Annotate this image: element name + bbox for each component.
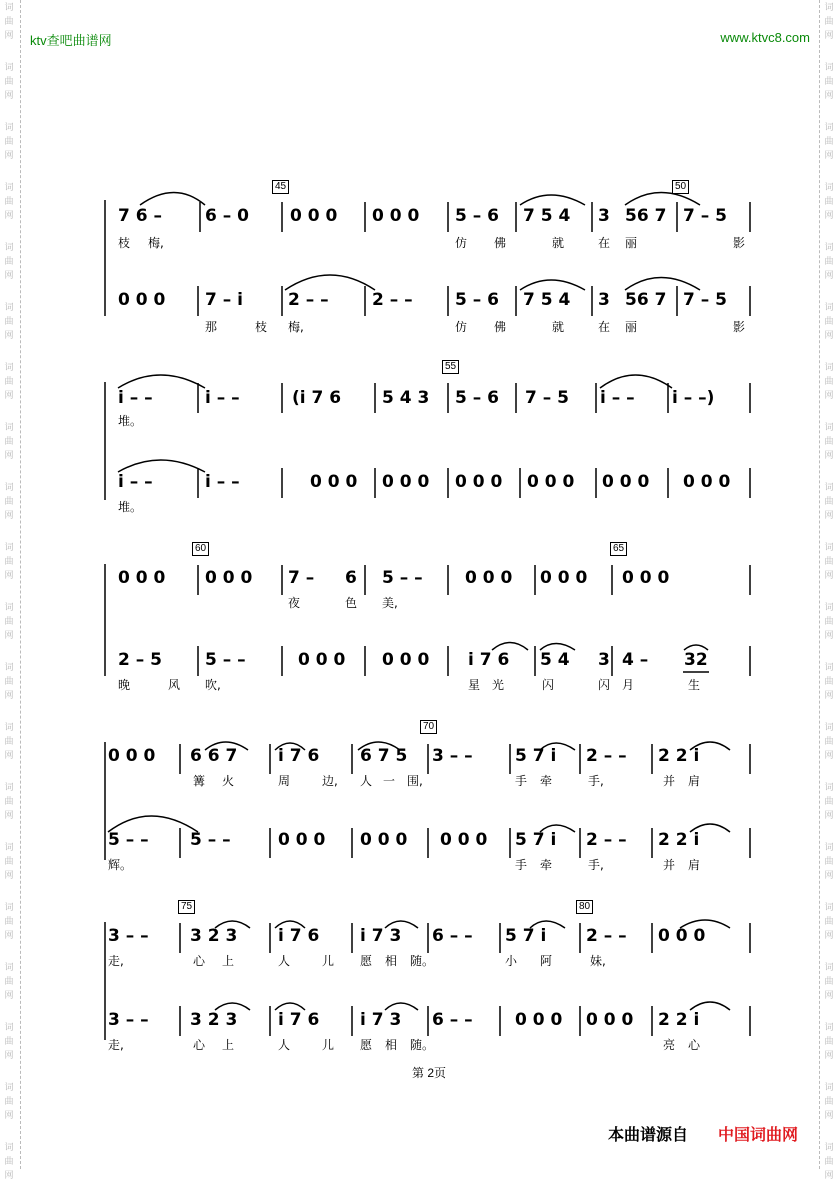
lyric: 影	[733, 236, 746, 250]
note-group: i 7 3	[360, 1010, 402, 1030]
watermark-glyph: 词	[824, 1023, 834, 1033]
lyric: 妹,	[590, 954, 606, 968]
watermark-glyph: 词	[4, 243, 14, 253]
lyric: 并	[663, 858, 676, 872]
watermark-glyph: 网	[4, 1111, 14, 1121]
note-group: 4 –	[622, 650, 649, 670]
lyric: 佛	[494, 236, 507, 250]
note-group: 5 – 6	[455, 290, 499, 310]
note-group: 0 0 0	[455, 472, 503, 492]
lyric: 牵	[540, 774, 553, 788]
note-group: 2 – –	[586, 830, 627, 850]
footer-source-label: 本曲谱源自	[608, 1127, 689, 1144]
lyric: 儿	[322, 954, 335, 968]
watermark-glyph: 曲	[4, 977, 14, 987]
note-group: 6 – –	[432, 926, 473, 946]
watermark-glyph: 网	[824, 1051, 834, 1061]
note-group: 0 0 0	[683, 472, 731, 492]
watermark-glyph: 词	[4, 1023, 14, 1033]
watermark-glyph: 曲	[824, 737, 834, 747]
note-group: 5 7 i	[515, 746, 557, 766]
watermark-glyph: 词	[4, 843, 14, 853]
watermark-glyph: 曲	[824, 377, 834, 387]
note-group: i – –	[118, 388, 153, 408]
lyric: 光	[492, 678, 505, 692]
watermark-glyph: 曲	[824, 557, 834, 567]
measure-number: 60	[192, 542, 209, 556]
lyric: 就	[552, 236, 565, 250]
watermark-glyph: 词	[824, 903, 834, 913]
watermark-glyph: 词	[824, 723, 834, 733]
measure-number: 55	[442, 360, 459, 374]
note-group: 0 0 0	[658, 926, 706, 946]
note-group: 5 7 i	[515, 830, 557, 850]
note-group: 0 0 0	[118, 568, 166, 588]
watermark-glyph: 曲	[4, 17, 14, 27]
note-group: 0 0 0	[118, 290, 166, 310]
note-group: 6 7 5	[360, 746, 408, 766]
watermark-glyph: 词	[824, 963, 834, 973]
lyric: 上	[222, 1038, 235, 1052]
watermark-glyph: 曲	[4, 437, 14, 447]
watermark-glyph: 网	[824, 211, 834, 221]
watermark-glyph: 曲	[4, 737, 14, 747]
note-group: 0 0 0	[527, 472, 575, 492]
watermark-glyph: 曲	[4, 1037, 14, 1047]
watermark-glyph: 曲	[4, 77, 14, 87]
watermark-glyph: 曲	[4, 257, 14, 267]
lyric: 阿	[540, 954, 553, 968]
watermark-glyph: 曲	[4, 497, 14, 507]
watermark-glyph: 词	[4, 3, 14, 13]
lyric: 人	[278, 1038, 291, 1052]
watermark-glyph: 网	[824, 271, 834, 281]
lyric: 随。	[410, 954, 435, 968]
lyric: 小	[505, 954, 518, 968]
site-url-right: www.ktvc8.com	[720, 30, 810, 45]
note-group: 2 – 5	[118, 650, 162, 670]
watermark-glyph: 曲	[824, 137, 834, 147]
note-group: i 7 6	[468, 650, 510, 670]
note-group: 2 – –	[586, 926, 627, 946]
measure-number: 50	[672, 180, 689, 194]
lyric: 手	[515, 858, 528, 872]
watermark-glyph: 曲	[824, 1157, 834, 1167]
watermark-glyph: 网	[4, 151, 14, 161]
note-group: 56 7	[625, 290, 667, 310]
note-group: 2 2 i	[658, 746, 700, 766]
watermark-glyph: 词	[4, 663, 14, 673]
note-group: 0 0 0	[298, 650, 346, 670]
note-group: 7 6 –	[118, 206, 162, 226]
lyric: 手,	[588, 774, 604, 788]
lyric: 亮	[663, 1038, 676, 1052]
watermark-glyph: 网	[824, 1111, 834, 1121]
lyric: 儿	[322, 1038, 335, 1052]
lyric: 相	[385, 954, 398, 968]
watermark-glyph: 曲	[824, 677, 834, 687]
lyric: 肩	[688, 774, 701, 788]
lyric: 堆。	[118, 414, 143, 428]
lyric: 仿	[455, 320, 468, 334]
lyric: 上	[222, 954, 235, 968]
note-group: 5 4	[540, 650, 570, 670]
lyric: 影	[733, 320, 746, 334]
note-group: 3	[598, 650, 610, 670]
watermark-glyph: 词	[824, 1083, 834, 1093]
note-group: 5 – 6	[455, 206, 499, 226]
lyric: 堆。	[118, 500, 143, 514]
note-group: 3 2 3	[190, 1010, 238, 1030]
watermark-glyph: 曲	[4, 677, 14, 687]
note-group: 0 0 0	[440, 830, 488, 850]
lyric: 走,	[108, 954, 124, 968]
lyric: 星	[468, 678, 481, 692]
watermark-glyph: 词	[4, 1083, 14, 1093]
measure-number: 65	[610, 542, 627, 556]
watermark-glyph: 网	[4, 271, 14, 281]
watermark-glyph: 词	[4, 483, 14, 493]
watermark-glyph: 网	[4, 631, 14, 641]
watermark-glyph: 网	[4, 811, 14, 821]
lyric: 在	[598, 236, 611, 250]
note-group: i – –	[205, 388, 240, 408]
watermark-glyph: 网	[824, 151, 834, 161]
lyric: 风	[168, 678, 181, 692]
lyric: 手	[515, 774, 528, 788]
watermark-glyph: 曲	[824, 977, 834, 987]
site-title-left: ktv查吧曲谱网	[30, 33, 112, 48]
watermark-glyph: 词	[4, 363, 14, 373]
watermark-glyph: 词	[824, 423, 834, 433]
watermark-glyph: 网	[824, 511, 834, 521]
watermark-glyph: 词	[824, 183, 834, 193]
note-group: 0 0 0	[372, 206, 420, 226]
lyric: 辉。	[108, 858, 133, 872]
watermark-glyph: 曲	[4, 557, 14, 567]
page-number: 第 2页	[412, 1066, 447, 1080]
watermark-glyph: 网	[824, 391, 834, 401]
note-group: 7 – i	[205, 290, 243, 310]
note-group: 7 – 5	[683, 206, 727, 226]
watermark-glyph: 网	[824, 991, 834, 1001]
watermark-glyph: 词	[824, 303, 834, 313]
lyric: 肩	[688, 858, 701, 872]
note-group: i – –)	[672, 388, 715, 408]
watermark-glyph: 词	[4, 903, 14, 913]
watermark-glyph: 曲	[824, 317, 834, 327]
note-group: 2 – –	[586, 746, 627, 766]
watermark-glyph: 网	[4, 451, 14, 461]
watermark-glyph: 曲	[4, 797, 14, 807]
watermark-glyph: 曲	[4, 617, 14, 627]
lyric: 周	[278, 774, 291, 788]
lyric: 月	[622, 678, 635, 692]
watermark-glyph: 词	[4, 183, 14, 193]
watermark-glyph: 词	[824, 843, 834, 853]
lyric: 人	[360, 774, 373, 788]
watermark-glyph: 网	[824, 31, 834, 41]
note-group: 7 5 4	[523, 206, 571, 226]
note-group: i – –	[118, 472, 153, 492]
note-group: 0 0 0	[540, 568, 588, 588]
watermark-glyph: 曲	[4, 137, 14, 147]
note-group: 2 – –	[372, 290, 413, 310]
lyric: 边,	[322, 774, 338, 788]
watermark-glyph: 词	[4, 63, 14, 73]
lyric: 篝	[193, 774, 206, 788]
lyric: 火	[222, 774, 235, 788]
lyric: 梅,	[148, 236, 164, 250]
note-group: i 7 3	[360, 926, 402, 946]
lyric: 丽	[625, 320, 638, 334]
lyric: 在	[598, 320, 611, 334]
lyric: 闪	[542, 678, 555, 692]
note-group: 3	[598, 206, 610, 226]
watermark-glyph: 曲	[4, 1157, 14, 1167]
watermark-glyph: 词	[4, 423, 14, 433]
watermark-glyph: 曲	[824, 1097, 834, 1107]
note-group: (i 7 6	[292, 388, 342, 408]
note-group: 2 2 i	[658, 830, 700, 850]
watermark-glyph: 网	[4, 31, 14, 41]
lyric: 相	[385, 1038, 398, 1052]
watermark-glyph: 曲	[824, 197, 834, 207]
watermark-glyph: 词	[824, 1143, 834, 1153]
lyric: 生	[688, 678, 701, 692]
watermark-glyph: 网	[824, 871, 834, 881]
note-group: 5 4 3	[382, 388, 430, 408]
watermark-glyph: 曲	[824, 257, 834, 267]
note-group: 7 – 5	[525, 388, 569, 408]
note-group: 5 – –	[190, 830, 231, 850]
watermark-glyph: 网	[824, 931, 834, 941]
note-group: 2 2 i	[658, 1010, 700, 1030]
note-group: i 7 6	[278, 746, 320, 766]
watermark-glyph: 词	[4, 603, 14, 613]
watermark-glyph: 曲	[4, 197, 14, 207]
watermark-glyph: 词	[4, 543, 14, 553]
note-group: 3 2 3	[190, 926, 238, 946]
note-group: 5 – –	[205, 650, 246, 670]
watermark-glyph: 网	[4, 1171, 14, 1181]
lyric: 心	[193, 954, 206, 968]
footer-brand: 中国词曲网	[718, 1127, 799, 1144]
lyric: 美,	[382, 596, 398, 610]
lyric: 就	[552, 320, 565, 334]
note-group: 0 0 0	[622, 568, 670, 588]
lyric: 手,	[588, 858, 604, 872]
watermark-glyph: 网	[4, 751, 14, 761]
watermark-glyph: 词	[4, 1143, 14, 1153]
watermark-glyph: 曲	[824, 437, 834, 447]
watermark-glyph: 曲	[824, 17, 834, 27]
watermark-glyph: 曲	[4, 1097, 14, 1107]
watermark-glyph: 曲	[824, 1037, 834, 1047]
watermark-glyph: 网	[824, 811, 834, 821]
watermark-glyph: 词	[4, 963, 14, 973]
watermark-glyph: 网	[4, 991, 14, 1001]
watermark-glyph: 网	[4, 871, 14, 881]
note-group: 3 – –	[432, 746, 473, 766]
note-group: i – –	[600, 388, 635, 408]
lyric: 心	[688, 1038, 701, 1052]
note-group: 0 0 0	[278, 830, 326, 850]
note-group: 0 0 0	[290, 206, 338, 226]
watermark-glyph: 曲	[4, 857, 14, 867]
watermark-glyph: 网	[4, 511, 14, 521]
watermark-glyph: 词	[824, 663, 834, 673]
lyric: 色	[345, 596, 358, 610]
watermark-glyph: 词	[4, 723, 14, 733]
lyric: 闪	[598, 678, 611, 692]
note-group: 5 – –	[382, 568, 423, 588]
note-group: 7 – 5	[683, 290, 727, 310]
lyric: 走,	[108, 1038, 124, 1052]
watermark-glyph: 网	[824, 631, 834, 641]
note-group: 6 6 7	[190, 746, 238, 766]
lyric: 晚	[118, 678, 131, 692]
watermark-glyph: 网	[824, 1171, 834, 1181]
watermark-glyph: 网	[824, 691, 834, 701]
note-group: 2 – –	[288, 290, 329, 310]
note-group: 0 0 0	[360, 830, 408, 850]
note-group: 0 0 0	[310, 472, 358, 492]
watermark-glyph: 词	[824, 363, 834, 373]
note-group: 7 –	[288, 568, 315, 588]
note-group: 5 – –	[108, 830, 149, 850]
watermark-glyph: 网	[4, 211, 14, 221]
watermark-glyph: 网	[824, 331, 834, 341]
lyric: 夜	[288, 596, 301, 610]
note-group: 7 5 4	[523, 290, 571, 310]
note-group: 6	[345, 568, 357, 588]
lyric: 枝	[118, 236, 131, 250]
watermark-glyph: 网	[824, 451, 834, 461]
watermark-glyph: 曲	[4, 917, 14, 927]
watermark-glyph: 曲	[4, 377, 14, 387]
lyric: 心	[193, 1038, 206, 1052]
measure-number: 45	[272, 180, 289, 194]
note-group: 5 7 i	[505, 926, 547, 946]
watermark-glyph: 网	[824, 571, 834, 581]
lyric: 那	[205, 320, 218, 334]
note-group: 0 0 0	[205, 568, 253, 588]
watermark-glyph: 词	[824, 483, 834, 493]
note-group: 0 0 0	[108, 746, 156, 766]
note-group: 0 0 0	[382, 472, 430, 492]
lyric: 枝	[255, 320, 268, 334]
note-group: 0 0 0	[602, 472, 650, 492]
watermark-glyph: 曲	[824, 917, 834, 927]
watermark-glyph: 网	[4, 571, 14, 581]
watermark-glyph: 词	[4, 123, 14, 133]
watermark-glyph: 曲	[824, 77, 834, 87]
watermark-glyph: 词	[4, 783, 14, 793]
watermark-glyph: 网	[4, 931, 14, 941]
lyric: 随。	[410, 1038, 435, 1052]
lyric: 围,	[407, 774, 423, 788]
note-group: i – –	[205, 472, 240, 492]
watermark-glyph: 曲	[824, 497, 834, 507]
note-group: 56 7	[625, 206, 667, 226]
watermark-glyph: 词	[4, 303, 14, 313]
lyric: 愿	[360, 954, 373, 968]
watermark-glyph: 曲	[824, 797, 834, 807]
watermark-glyph: 词	[824, 3, 834, 13]
lyric: 吹,	[205, 678, 221, 692]
lyric: 牵	[540, 858, 553, 872]
lyric: 佛	[494, 320, 507, 334]
watermark-glyph: 网	[4, 1051, 14, 1061]
note-group: 5 – 6	[455, 388, 499, 408]
note-group: 6 – –	[432, 1010, 473, 1030]
watermark-glyph: 词	[824, 63, 834, 73]
watermark-glyph: 网	[824, 91, 834, 101]
watermark-glyph: 曲	[824, 617, 834, 627]
note-group: 0 0 0	[586, 1010, 634, 1030]
watermark-glyph: 网	[4, 691, 14, 701]
watermark-glyph: 网	[4, 91, 14, 101]
watermark-glyph: 网	[4, 331, 14, 341]
watermark-glyph: 曲	[4, 317, 14, 327]
note-group: 3 – –	[108, 926, 149, 946]
watermark-glyph: 词	[824, 123, 834, 133]
measure-number: 80	[576, 900, 593, 914]
watermark-glyph: 网	[824, 751, 834, 761]
lyric: 仿	[455, 236, 468, 250]
note-group: 0 0 0	[465, 568, 513, 588]
note-group: 0 0 0	[515, 1010, 563, 1030]
watermark-glyph: 曲	[824, 857, 834, 867]
lyric: 丽	[625, 236, 638, 250]
watermark-glyph: 词	[824, 243, 834, 253]
watermark-glyph: 网	[4, 391, 14, 401]
lyric: 梅,	[288, 320, 304, 334]
watermark-glyph: 词	[824, 543, 834, 553]
note-group: 32	[684, 650, 708, 670]
lyric: 一	[383, 774, 396, 788]
note-group: i 7 6	[278, 1010, 320, 1030]
measure-number: 75	[178, 900, 195, 914]
lyric: 愿	[360, 1038, 373, 1052]
lyric: 人	[278, 954, 291, 968]
note-group: 3	[598, 290, 610, 310]
note-group: 3 – –	[108, 1010, 149, 1030]
note-group: 6 – 0	[205, 206, 249, 226]
watermark-glyph: 词	[824, 603, 834, 613]
measure-number: 70	[420, 720, 437, 734]
watermark-glyph: 词	[824, 783, 834, 793]
note-group: i 7 6	[278, 926, 320, 946]
note-group: 0 0 0	[382, 650, 430, 670]
lyric: 并	[663, 774, 676, 788]
